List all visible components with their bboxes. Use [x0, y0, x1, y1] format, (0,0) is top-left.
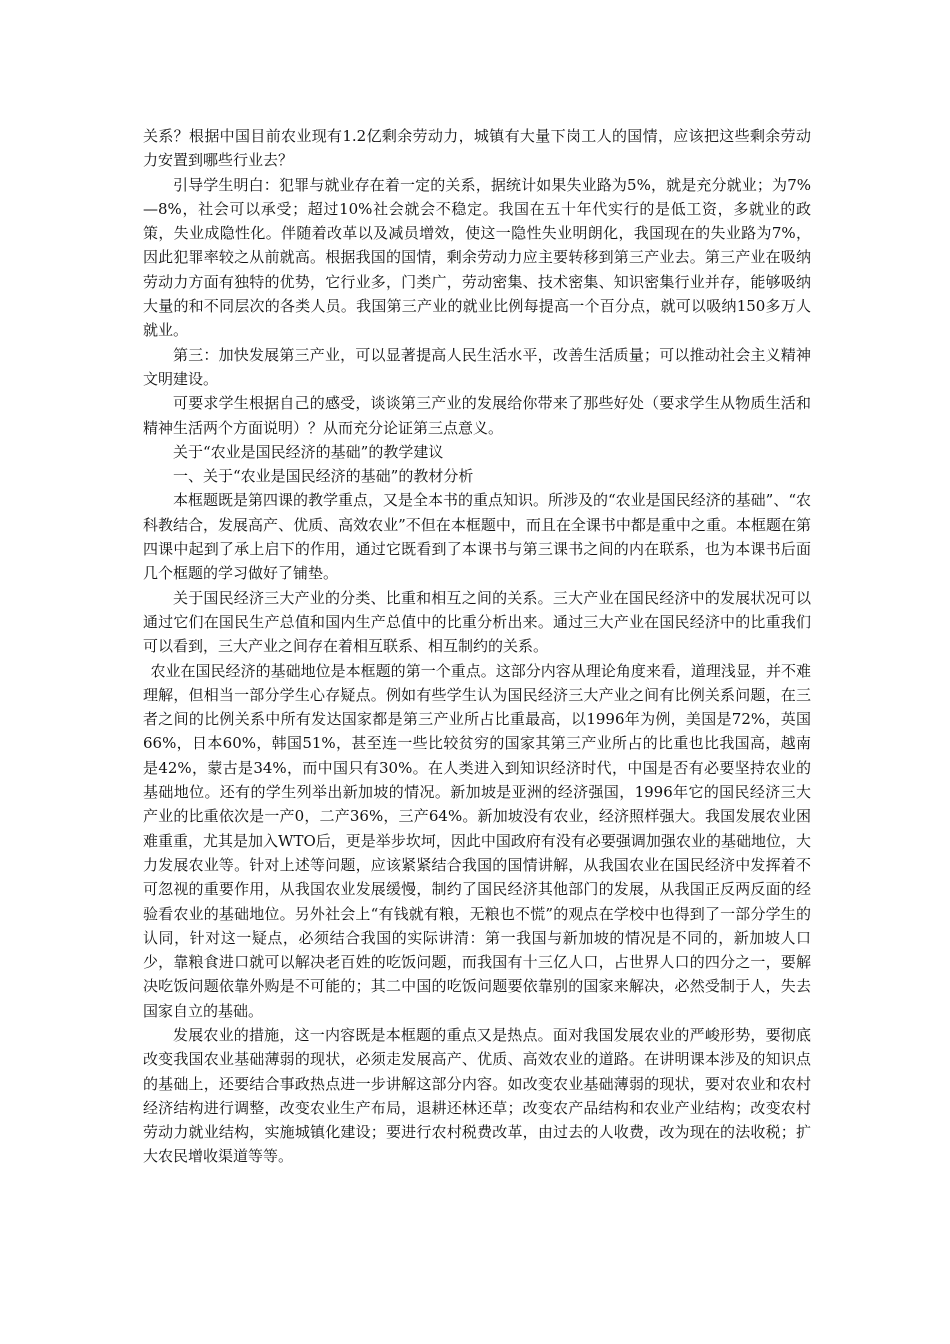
paragraph-continuation: 关系？根据中国目前农业现有1.2亿剩余劳动力，城镇有大量下岗工人的国情，应该把这些剩余劳动力安置到哪些行业去？ [143, 127, 811, 170]
paragraph-unemployment-crime: 引导学生明白：犯罪与就业存在着一定的关系，据统计如果失业路为5%，就是充分就业；为7%—8%，社会可以承受；超过10%社会就会不稳定。我国在五十年代实行的是低工资，多就业的政策，失业成隐性化。伴随着改革以及减员增效，使这一隐性失业明朗化，我国现在的失业路为7%，因此犯罪率较之从前就高。根据我国的国情，剩余劳动力应主要转移到第三产业去。第三产业在吸纳劳动力方面有独特的优势，它行业多，门类广，劳动密集、技术密集、知识密集行业并存，能够吸纳大量的和不同层次的各类人员。我国第三产业的就业比例每提高一个百分点，就可以吸纳150多万人就业。 [143, 175, 811, 340]
paragraph-agriculture-measures: 发展农业的措施，这一内容既是本框题的重点又是热点。面对我国发展农业的严峻形势，要彻底改变我国农业基础薄弱的现状，必须走发展高产、优质、高效农业的道路。在讲明课本涉及的知识点的基础上，还要结合事政热点进一步讲解这部分内容。如改变农业基础薄弱的现状，要对农业和农村经济结构进行调整，改变农业生产布局，退耕还林还草；改变农产品结构和农业产业结构；改变农村劳动力就业结构，实施城镇化建设；要进行农村税费改革，由过去的人收费，改为现在的法收税；扩大农民增收渠道等等。 [143, 1025, 811, 1166]
paragraph-agriculture-foundation: 农业在国民经济的基础地位是本框题的第一个重点。这部分内容从理论角度来看，道理浅显，并不难理解，但相当一部分学生心存疑点。例如有些学生认为国民经济三大产业之间有比例关系问题，在三者之间的比例关系中所有发达国家都是第三产业所占比重最高，以1996年为例，美国是72%，英国66%，日本60%，韩国51%，甚至连一些比较贫穷的国家其第三产业所占的比重也比我国高，越南是42%，蒙古是34%，而中国只有30%。在人类进入到知识经济时代，中国是否有必要坚持农业的基础地位。还有的学生列举出新加坡的情况。新加坡是亚洲的经济强国，1996年它的国民经济三大产业的比重依次是一产0，二产36%，三产64%。新加坡没有农业，经济照样强大。我国发展农业困难重重，尤其是加入WTO后，更是举步坎坷，因此中国政府有没有必要强调加强农业的基础地位，大力发展农业等。针对上述等问题，应该紧紧结合我国的国情讲解，从我国农业在国民经济中发挥着不可忽视的重要作用，从我国农业发展缓慢，制约了国民经济其他部门的发展，从我国正反两反面的经验看农业的基础地位。另外社会上“有钱就有粮，无粮也不慌”的观点在学校中也得到了一部分学生的认同，针对这一疑点，必须结合我国的实际讲清：第一我国与新加坡的情况是不同的，新加坡人口少，靠粮食进口就可以解决老百姓的吃饭问题，而我国有十三亿人口，占世界人口的四分之一，要解决吃饭问题依靠外购是不可能的；其二中国的吃饭问题要依靠别的国家来解决，必然受制于人，失去国家自立的基础。 [143, 661, 811, 1020]
document-body [143, 124, 811, 1169]
paragraph-third-point: 第三：加快发展第三产业，可以显著提高人民生活水平，改善生活质量；可以推动社会主义精神文明建设。 [143, 345, 811, 388]
paragraph-three-industries: 关于国民经济三大产业的分类、比重和相互之间的关系。三大产业在国民经济中的发展状况可以通过它们在国民生产总值和国内生产总值中的比重分析出来。通过三大产业在国民经济中的比重我们可以看到，三大产业之间存在着相互联系、相互制约的关系。 [143, 588, 811, 656]
paragraph-framework-importance: 本框题既是第四课的教学重点，又是全本书的重点知识。所涉及的“农业是国民经济的基础”、“农科教结合，发展高产、优质、高效农业”不但在本框题中，而且在全课书中都是重中之重。本框题在第四课中起到了承上启下的作用，通过它既看到了本课书与第三课书之间的内在联系，也为本课书后面几个框题的学习做好了铺垫。 [143, 491, 812, 583]
section-heading-teaching-advice: 关于“农业是国民经济的基础”的教学建议 [173, 442, 444, 461]
paragraph-student-task: 可要求学生根据自己的感受，谈谈第三产业的发展给你带来了那些好处（要求学生从物质生活和精神生活两个方面说明）？从而充分论证第三点意义。 [143, 394, 811, 437]
section-subheading-textbook-analysis: 一、关于“农业是国民经济的基础”的教材分析 [173, 467, 474, 486]
